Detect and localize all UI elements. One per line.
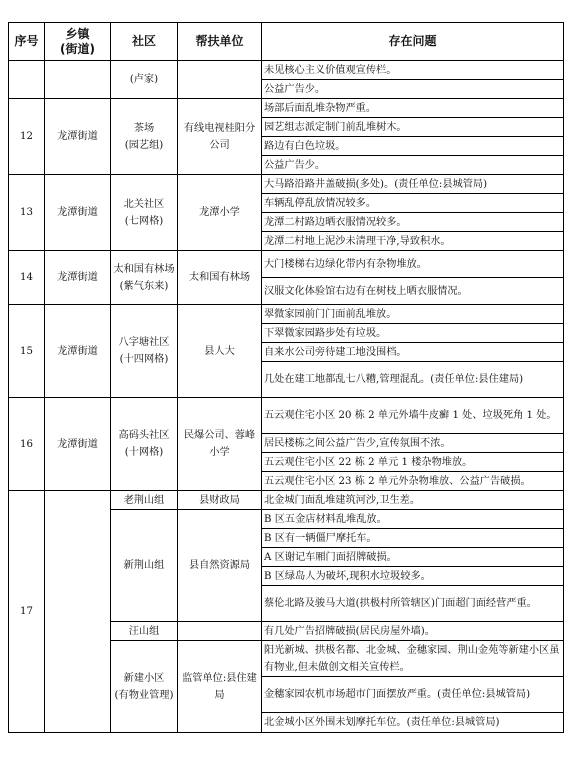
header-town: 乡镇 (街道) <box>45 23 111 61</box>
issue-item: 汉服文化体验馆右边有在树枝上晒衣服情况。 <box>262 278 564 305</box>
row-no: 12 <box>9 99 45 175</box>
row-unit <box>178 61 262 99</box>
row-unit: 有线电视桂阳分公司 <box>178 99 262 175</box>
issue-item: 居民楼栋之间公益广告少,宣传氛围不浓。 <box>262 434 564 453</box>
issue-item: 北金城门面乱堆建筑河沙,卫生差。 <box>262 491 564 510</box>
row-unit: 龙潭小学 <box>178 175 262 251</box>
issue-item: 自来水公司旁待建工地没围档。 <box>262 343 564 362</box>
issue-item: 未见核心主义价值观宣传栏。 <box>262 61 564 80</box>
row-community: 新荆山组 <box>111 510 178 622</box>
issue-item: 五云观住宅小区 22 栋 2 单元 1 楼杂物堆放。 <box>262 453 564 472</box>
row-community: 茶场 (园艺组) <box>111 99 178 175</box>
issue-item: B 区绿岛人为破坏,现积水垃圾较多。 <box>262 567 564 586</box>
row-unit: 县人大 <box>178 305 262 398</box>
header-community: 社区 <box>111 23 178 61</box>
row-unit: 民爆公司、蓉峰小学 <box>178 398 262 491</box>
table-row <box>9 305 564 324</box>
issue-item: 路边有白色垃圾。 <box>262 137 564 156</box>
issue-item: 场部后面乱堆杂物严重。 <box>262 99 564 118</box>
row-no <box>9 61 45 99</box>
row-no: 16 <box>9 398 45 491</box>
issue-item: 龙潭二村地上泥沙未清理干净,导致积水。 <box>262 232 564 251</box>
row-community: (卢家) <box>111 61 178 99</box>
issue-item: 五云观住宅小区 20 栋 2 单元外墙牛皮癣 1 处、垃圾死角 1 处。 <box>262 398 564 434</box>
header-no: 序号 <box>9 23 45 61</box>
issue-item: B 区五金店材料乱堆乱放。 <box>262 510 564 529</box>
issue-item: 有几处广告招牌破损(居民房屋外墙)。 <box>262 622 564 641</box>
table-row <box>9 251 564 278</box>
issue-item: 翠微家园前门门面前乱堆放。 <box>262 305 564 324</box>
row-community: 汪山组 <box>111 622 178 641</box>
row-town <box>45 61 111 99</box>
issue-item: 公益广告少。 <box>262 80 564 99</box>
table-row <box>9 61 564 80</box>
table-header-row <box>9 23 564 61</box>
issue-item: B 区有一辆僵尸摩托车。 <box>262 529 564 548</box>
row-unit: 监管单位:县住建局 <box>178 641 262 733</box>
row-community: 新建小区 (有物业管理) <box>111 641 178 733</box>
row-unit: 太和国有林场 <box>178 251 262 305</box>
row-no: 13 <box>9 175 45 251</box>
header-issues: 存在问题 <box>262 23 564 61</box>
issue-item: 几处在建工地都乱七八糟,管理混乱。(责任单位:县住建局) <box>262 362 564 398</box>
row-unit: 县自然资源局 <box>178 510 262 622</box>
issue-item: 阳光新城、拱极名都、北金城、金穗家园、荆山金苑等新建小区虽有物业,但未做创文相关宣传栏。 <box>262 641 564 677</box>
issue-item: 大马路沿路井盖破损(多处)。(责任单位:县城管局) <box>262 175 564 194</box>
row-no: 17 <box>9 491 45 733</box>
row-no: 14 <box>9 251 45 305</box>
table-row <box>9 491 564 510</box>
issue-item: 龙潭二村路边晒衣服情况较多。 <box>262 213 564 232</box>
row-community: 高码头社区 (十网格) <box>111 398 178 491</box>
issue-item: A 区谢记车厢门面招牌破损。 <box>262 548 564 567</box>
issues-table <box>8 22 564 733</box>
issue-item: 五云观住宅小区 23 栋 2 单元外杂物堆放、公益广告破损。 <box>262 472 564 491</box>
row-community: 八字塘社区 (十四网格) <box>111 305 178 398</box>
row-no: 15 <box>9 305 45 398</box>
row-community: 北关社区 (七网格) <box>111 175 178 251</box>
issue-item: 北金城小区外围未划摩托车位。(责任单位:县城管局) <box>262 713 564 733</box>
row-town: 龙潭街道 <box>45 251 111 305</box>
issue-item: 金穗家园农机市场超市门面摆放严重。(责任单位:县城管局) <box>262 677 564 713</box>
issue-item: 公益广告少。 <box>262 156 564 175</box>
row-town: 龙潭街道 <box>45 305 111 398</box>
row-unit: 县财政局 <box>178 491 262 510</box>
row-unit <box>178 622 262 641</box>
row-town: 龙潭街道 <box>45 175 111 251</box>
issue-item: 车辆乱停乱放情况较多。 <box>262 194 564 213</box>
issue-item: 园艺组志派定制门前乱堆树木。 <box>262 118 564 137</box>
table-row <box>9 175 564 194</box>
table-row <box>9 99 564 118</box>
issue-item: 下翠微家园路步处有垃圾。 <box>262 324 564 343</box>
row-community: 太和国有林场(紫气东来) <box>111 251 178 305</box>
row-town: 龙潭街道 <box>45 99 111 175</box>
row-town <box>45 491 111 733</box>
row-community: 老荆山组 <box>111 491 178 510</box>
table-row <box>9 398 564 434</box>
header-unit: 帮扶单位 <box>178 23 262 61</box>
issue-item: 蔡伦北路及骏马大道(拱极村所管辖区)门面超门面经营严重。 <box>262 586 564 622</box>
row-town: 龙潭街道 <box>45 398 111 491</box>
issue-item: 大门楼梯右边绿化带内有杂物堆放。 <box>262 251 564 278</box>
